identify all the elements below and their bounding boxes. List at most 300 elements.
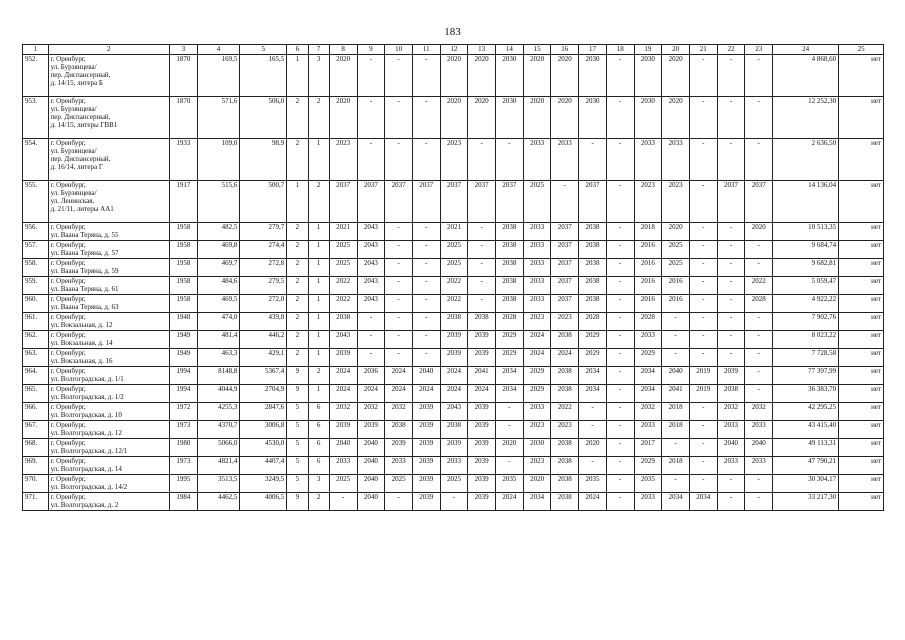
value-cell: - — [606, 295, 634, 313]
value-cell: - — [579, 403, 607, 421]
value-cell: - — [412, 331, 440, 349]
value-cell: 3 — [308, 55, 329, 97]
column-header-10: 10 — [385, 45, 413, 55]
column-header-14: 14 — [496, 45, 524, 55]
value-cell: 2038 — [551, 367, 579, 385]
flag-cell: нет — [839, 331, 884, 349]
value-cell: 2038 — [440, 421, 468, 439]
value-cell: - — [745, 349, 773, 367]
value-cell: 2034 — [523, 493, 551, 511]
value-cell: 2039 — [440, 349, 468, 367]
area-cell: 4370,7 — [197, 421, 240, 439]
cost-cell: 43 415,40 — [773, 421, 839, 439]
value-cell: 1994 — [170, 385, 198, 403]
address-cell: г. Оренбург, ул. Бурзянцева/ пер. Диспансерный, д. 16/14, литера Г — [48, 139, 169, 181]
value-cell: 2037 — [745, 181, 773, 223]
column-header-12: 12 — [440, 45, 468, 55]
value-cell: - — [689, 223, 717, 241]
value-cell: - — [468, 139, 496, 181]
flag-cell: нет — [839, 139, 884, 181]
value-cell: - — [412, 277, 440, 295]
table-row — [23, 385, 884, 403]
area-cell: 439,8 — [240, 313, 287, 331]
value-cell: 2039 — [440, 439, 468, 457]
value-cell: 2039 — [412, 475, 440, 493]
value-cell: 2037 — [412, 181, 440, 223]
column-header-21: 21 — [689, 45, 717, 55]
value-cell: 2 — [287, 223, 308, 241]
value-cell: 1958 — [170, 259, 198, 277]
value-cell: 1984 — [170, 493, 198, 511]
value-cell: 2030 — [496, 97, 524, 139]
value-cell: 2034 — [496, 385, 524, 403]
value-cell: 1948 — [170, 313, 198, 331]
value-cell: 2025 — [329, 259, 357, 277]
flag-cell: нет — [839, 439, 884, 457]
value-cell: 2040 — [357, 493, 385, 511]
value-cell: 2033 — [523, 295, 551, 313]
value-cell: - — [385, 259, 413, 277]
area-cell: 484,6 — [197, 277, 240, 295]
column-header-11: 11 — [412, 45, 440, 55]
value-cell: - — [385, 277, 413, 295]
value-cell: 2033 — [634, 421, 662, 439]
value-cell: 2034 — [634, 367, 662, 385]
value-cell: 1994 — [170, 367, 198, 385]
value-cell: 2029 — [496, 349, 524, 367]
value-cell: 2029 — [634, 349, 662, 367]
cost-cell: 30 304,17 — [773, 475, 839, 493]
value-cell: 2033 — [662, 139, 690, 181]
value-cell: - — [745, 331, 773, 349]
value-cell: - — [606, 475, 634, 493]
flag-cell: нет — [839, 295, 884, 313]
value-cell: - — [385, 223, 413, 241]
value-cell: - — [412, 295, 440, 313]
value-cell: 2 — [308, 97, 329, 139]
value-cell: - — [496, 457, 524, 475]
row-number: 959. — [23, 277, 49, 295]
table-body — [23, 55, 884, 511]
value-cell: 2032 — [717, 403, 745, 421]
value-cell: 2024 — [412, 385, 440, 403]
value-cell: - — [717, 475, 745, 493]
area-cell: 2704,9 — [240, 385, 287, 403]
value-cell: 5 — [287, 421, 308, 439]
area-cell: 272,0 — [240, 295, 287, 313]
value-cell: - — [606, 313, 634, 331]
value-cell: 2025 — [440, 259, 468, 277]
value-cell: 2 — [287, 313, 308, 331]
value-cell: 2039 — [412, 421, 440, 439]
row-number: 960. — [23, 295, 49, 313]
value-cell: 2029 — [523, 385, 551, 403]
row-number: 952. — [23, 55, 49, 97]
value-cell: 2 — [287, 295, 308, 313]
value-cell: 2032 — [357, 403, 385, 421]
value-cell: 2016 — [662, 277, 690, 295]
value-cell: 2039 — [329, 349, 357, 367]
value-cell: 2040 — [662, 367, 690, 385]
value-cell: 2019 — [689, 385, 717, 403]
value-cell: 2033 — [523, 259, 551, 277]
value-cell: 2039 — [468, 475, 496, 493]
value-cell: 2038 — [551, 385, 579, 403]
value-cell: 1 — [308, 385, 329, 403]
value-cell: - — [717, 97, 745, 139]
value-cell: - — [579, 421, 607, 439]
value-cell: 2016 — [634, 277, 662, 295]
value-cell: 2037 — [579, 181, 607, 223]
column-header-8: 8 — [329, 45, 357, 55]
area-cell: 169,5 — [197, 55, 240, 97]
value-cell: 2023 — [523, 313, 551, 331]
value-cell: 2024 — [440, 367, 468, 385]
area-cell: 474,0 — [197, 313, 240, 331]
row-number: 970. — [23, 475, 49, 493]
value-cell: 2028 — [496, 313, 524, 331]
address-cell: г. Оренбург, ул. Волгоградская, д. 12/1 — [48, 439, 169, 457]
value-cell: - — [745, 55, 773, 97]
value-cell: 2020 — [440, 97, 468, 139]
column-header-24: 24 — [773, 45, 839, 55]
value-cell: 2043 — [357, 259, 385, 277]
area-cell: 3006,8 — [240, 421, 287, 439]
value-cell: 2022 — [440, 295, 468, 313]
flag-cell: нет — [839, 181, 884, 223]
value-cell: 2029 — [523, 367, 551, 385]
value-cell: 2020 — [551, 55, 579, 97]
value-cell: - — [412, 241, 440, 259]
value-cell: 2018 — [662, 421, 690, 439]
value-cell: 2 — [287, 277, 308, 295]
value-cell: - — [606, 277, 634, 295]
value-cell: 2020 — [662, 55, 690, 97]
value-cell: 2 — [287, 259, 308, 277]
value-cell: 1 — [308, 259, 329, 277]
value-cell: 6 — [308, 403, 329, 421]
value-cell: - — [689, 259, 717, 277]
value-cell: 2 — [287, 331, 308, 349]
value-cell: 1 — [308, 331, 329, 349]
value-cell: 2022 — [551, 403, 579, 421]
area-cell: 429,1 — [240, 349, 287, 367]
value-cell: 1949 — [170, 331, 198, 349]
table-row — [23, 403, 884, 421]
value-cell: 2022 — [329, 277, 357, 295]
value-cell: 2037 — [385, 181, 413, 223]
table-row — [23, 241, 884, 259]
value-cell: 2040 — [357, 457, 385, 475]
value-cell: 2016 — [634, 295, 662, 313]
table-row — [23, 349, 884, 367]
column-header-23: 23 — [745, 45, 773, 55]
address-cell: г. Оренбург, ул. Волгоградская, д. 1/2 — [48, 385, 169, 403]
value-cell: - — [385, 295, 413, 313]
row-number: 956. — [23, 223, 49, 241]
area-cell: 5367,4 — [240, 367, 287, 385]
value-cell: 2029 — [579, 349, 607, 367]
value-cell: - — [689, 181, 717, 223]
value-cell: 2043 — [357, 241, 385, 259]
value-cell: 2029 — [496, 331, 524, 349]
value-cell: 2043 — [357, 277, 385, 295]
value-cell: - — [412, 349, 440, 367]
column-header-4: 4 — [197, 45, 240, 55]
value-cell: 2040 — [329, 439, 357, 457]
column-header-3: 3 — [170, 45, 198, 55]
value-cell: 9 — [287, 385, 308, 403]
value-cell: 2034 — [689, 493, 717, 511]
value-cell: - — [717, 331, 745, 349]
value-cell: - — [606, 55, 634, 97]
value-cell: 2020 — [523, 97, 551, 139]
value-cell: 2039 — [412, 403, 440, 421]
value-cell: 2016 — [634, 259, 662, 277]
address-cell: г. Оренбург, ул. Ваана Теряна, д. 55 — [48, 223, 169, 241]
value-cell: - — [745, 493, 773, 511]
value-cell: 2033 — [523, 277, 551, 295]
value-cell: - — [440, 493, 468, 511]
value-cell: - — [357, 313, 385, 331]
value-cell: 2020 — [523, 475, 551, 493]
value-cell: 2037 — [551, 241, 579, 259]
area-cell: 4821,4 — [197, 457, 240, 475]
value-cell: - — [606, 241, 634, 259]
table-row — [23, 367, 884, 385]
value-cell: 2025 — [662, 241, 690, 259]
value-cell: 2039 — [412, 493, 440, 511]
area-cell: 4462,5 — [197, 493, 240, 511]
value-cell: 2033 — [717, 457, 745, 475]
value-cell: - — [412, 259, 440, 277]
value-cell: 1972 — [170, 403, 198, 421]
value-cell: 1917 — [170, 181, 198, 223]
cost-cell: 36 383,70 — [773, 385, 839, 403]
value-cell: 2030 — [496, 55, 524, 97]
value-cell: 2037 — [468, 181, 496, 223]
value-cell: 2020 — [329, 55, 357, 97]
value-cell: 2023 — [634, 181, 662, 223]
value-cell: 2020 — [440, 55, 468, 97]
value-cell: - — [689, 403, 717, 421]
value-cell: 2 — [287, 139, 308, 181]
value-cell: 2038 — [579, 223, 607, 241]
value-cell: 2038 — [579, 277, 607, 295]
cost-cell: 5 059,47 — [773, 277, 839, 295]
value-cell: 2038 — [468, 313, 496, 331]
value-cell: 2033 — [745, 457, 773, 475]
value-cell: - — [357, 97, 385, 139]
value-cell: 2038 — [496, 295, 524, 313]
value-cell: 2033 — [634, 139, 662, 181]
value-cell: - — [357, 349, 385, 367]
value-cell: - — [745, 259, 773, 277]
column-header-7: 7 — [308, 45, 329, 55]
cost-cell: 33 217,30 — [773, 493, 839, 511]
column-header-15: 15 — [523, 45, 551, 55]
value-cell: 2039 — [468, 439, 496, 457]
flag-cell: нет — [839, 349, 884, 367]
value-cell: 2038 — [496, 223, 524, 241]
value-cell: - — [468, 241, 496, 259]
area-cell: 279,7 — [240, 223, 287, 241]
area-cell: 500,7 — [240, 181, 287, 223]
value-cell: 2037 — [551, 295, 579, 313]
value-cell: 5 — [287, 475, 308, 493]
value-cell: 2038 — [496, 277, 524, 295]
area-cell: 109,0 — [197, 139, 240, 181]
value-cell: 2020 — [329, 97, 357, 139]
value-cell: 1949 — [170, 349, 198, 367]
value-cell: 2022 — [440, 277, 468, 295]
address-cell: г. Оренбург, ул. Волгоградская, д. 10 — [48, 403, 169, 421]
area-cell: 469,5 — [197, 295, 240, 313]
area-cell: 446,2 — [240, 331, 287, 349]
value-cell: 2036 — [357, 367, 385, 385]
cost-cell: 7 902,76 — [773, 313, 839, 331]
value-cell: 2041 — [662, 385, 690, 403]
value-cell: 2038 — [551, 493, 579, 511]
value-cell: - — [689, 349, 717, 367]
value-cell: 1870 — [170, 55, 198, 97]
area-cell: 8148,8 — [197, 367, 240, 385]
value-cell: 2037 — [357, 181, 385, 223]
value-cell: 2025 — [662, 259, 690, 277]
value-cell: - — [385, 349, 413, 367]
address-cell: г. Оренбург, ул. Бурзянцева/ ул. Ленинская, д. 21/11, литеры АА1 — [48, 181, 169, 223]
value-cell: 2037 — [551, 259, 579, 277]
value-cell: - — [606, 349, 634, 367]
value-cell: - — [745, 313, 773, 331]
value-cell: 2020 — [468, 97, 496, 139]
value-cell: 1 — [308, 313, 329, 331]
value-cell: 2018 — [634, 223, 662, 241]
value-cell: 2039 — [468, 331, 496, 349]
table-row — [23, 55, 884, 97]
value-cell: 2033 — [329, 457, 357, 475]
value-cell: - — [606, 385, 634, 403]
row-number: 954. — [23, 139, 49, 181]
row-number: 964. — [23, 367, 49, 385]
value-cell: 2035 — [634, 475, 662, 493]
value-cell: 2038 — [717, 385, 745, 403]
address-cell: г. Оренбург, ул. Волгоградская, д. 1/1 — [48, 367, 169, 385]
column-header-18: 18 — [606, 45, 634, 55]
value-cell: 2039 — [412, 457, 440, 475]
value-cell: - — [579, 457, 607, 475]
value-cell: - — [412, 97, 440, 139]
value-cell: - — [468, 295, 496, 313]
value-cell: - — [689, 55, 717, 97]
value-cell: 2025 — [385, 475, 413, 493]
value-cell: - — [385, 55, 413, 97]
value-cell: 2025 — [523, 181, 551, 223]
value-cell: 2 — [308, 493, 329, 511]
value-cell: 2024 — [385, 367, 413, 385]
value-cell: - — [745, 367, 773, 385]
row-number: 971. — [23, 493, 49, 511]
area-cell: 5066,0 — [197, 439, 240, 457]
value-cell: 2023 — [551, 313, 579, 331]
value-cell: 2025 — [440, 241, 468, 259]
value-cell: 2024 — [329, 367, 357, 385]
value-cell: - — [606, 367, 634, 385]
value-cell: - — [606, 331, 634, 349]
cost-cell: 4 868,60 — [773, 55, 839, 97]
value-cell: 2038 — [496, 241, 524, 259]
flag-cell: нет — [839, 403, 884, 421]
value-cell: - — [329, 493, 357, 511]
value-cell: 2020 — [662, 223, 690, 241]
value-cell: 2038 — [385, 421, 413, 439]
value-cell: - — [385, 331, 413, 349]
value-cell: - — [717, 295, 745, 313]
value-cell: 2024 — [551, 349, 579, 367]
value-cell: - — [606, 259, 634, 277]
value-cell: 2032 — [745, 403, 773, 421]
address-cell: г. Оренбург, ул. Ваана Теряна, д. 57 — [48, 241, 169, 259]
value-cell: 2032 — [385, 403, 413, 421]
value-cell: 2023 — [523, 457, 551, 475]
value-cell: 6 — [308, 457, 329, 475]
value-cell: 1958 — [170, 241, 198, 259]
address-cell: г. Оренбург, ул. Вокзальная, д. 16 — [48, 349, 169, 367]
value-cell: - — [606, 421, 634, 439]
area-cell: 481,4 — [197, 331, 240, 349]
value-cell: - — [468, 277, 496, 295]
address-cell: г. Оренбург, ул. Волгоградская, д. 14/2 — [48, 475, 169, 493]
value-cell: 2024 — [329, 385, 357, 403]
value-cell: 2037 — [496, 181, 524, 223]
address-cell: г. Оренбург, ул. Бурзянцева/ пер. Диспансерный, д. 14/15, литера Б — [48, 55, 169, 97]
value-cell: 2029 — [634, 457, 662, 475]
value-cell: 2023 — [440, 139, 468, 181]
area-cell: 4006,5 — [240, 493, 287, 511]
table-row — [23, 493, 884, 511]
value-cell: 1 — [308, 223, 329, 241]
address-cell: г. Оренбург, ул. Бурзянцева/ пер. Диспансерный, д. 14/15, литеры ГВВ1 — [48, 97, 169, 139]
value-cell: - — [606, 223, 634, 241]
value-cell: 2033 — [440, 457, 468, 475]
value-cell: 2025 — [329, 241, 357, 259]
value-cell: - — [496, 403, 524, 421]
value-cell: 2039 — [357, 421, 385, 439]
value-cell: 6 — [308, 439, 329, 457]
flag-cell: нет — [839, 313, 884, 331]
value-cell: - — [717, 139, 745, 181]
value-cell: 2024 — [468, 385, 496, 403]
value-cell: 2033 — [551, 139, 579, 181]
value-cell: 2020 — [745, 223, 773, 241]
value-cell: 2033 — [717, 421, 745, 439]
value-cell: 2018 — [662, 457, 690, 475]
value-cell: 2028 — [634, 313, 662, 331]
cost-cell: 49 113,31 — [773, 439, 839, 457]
value-cell: 2 — [287, 241, 308, 259]
value-cell: - — [717, 259, 745, 277]
address-cell: г. Оренбург, ул. Вокзальная, д. 12 — [48, 313, 169, 331]
value-cell: 2037 — [717, 181, 745, 223]
value-cell: 2021 — [329, 223, 357, 241]
area-cell: 506,0 — [240, 97, 287, 139]
row-number: 955. — [23, 181, 49, 223]
value-cell: - — [717, 349, 745, 367]
value-cell: 2024 — [440, 385, 468, 403]
value-cell: - — [606, 97, 634, 139]
area-cell: 3249,5 — [240, 475, 287, 493]
value-cell: 2029 — [579, 331, 607, 349]
